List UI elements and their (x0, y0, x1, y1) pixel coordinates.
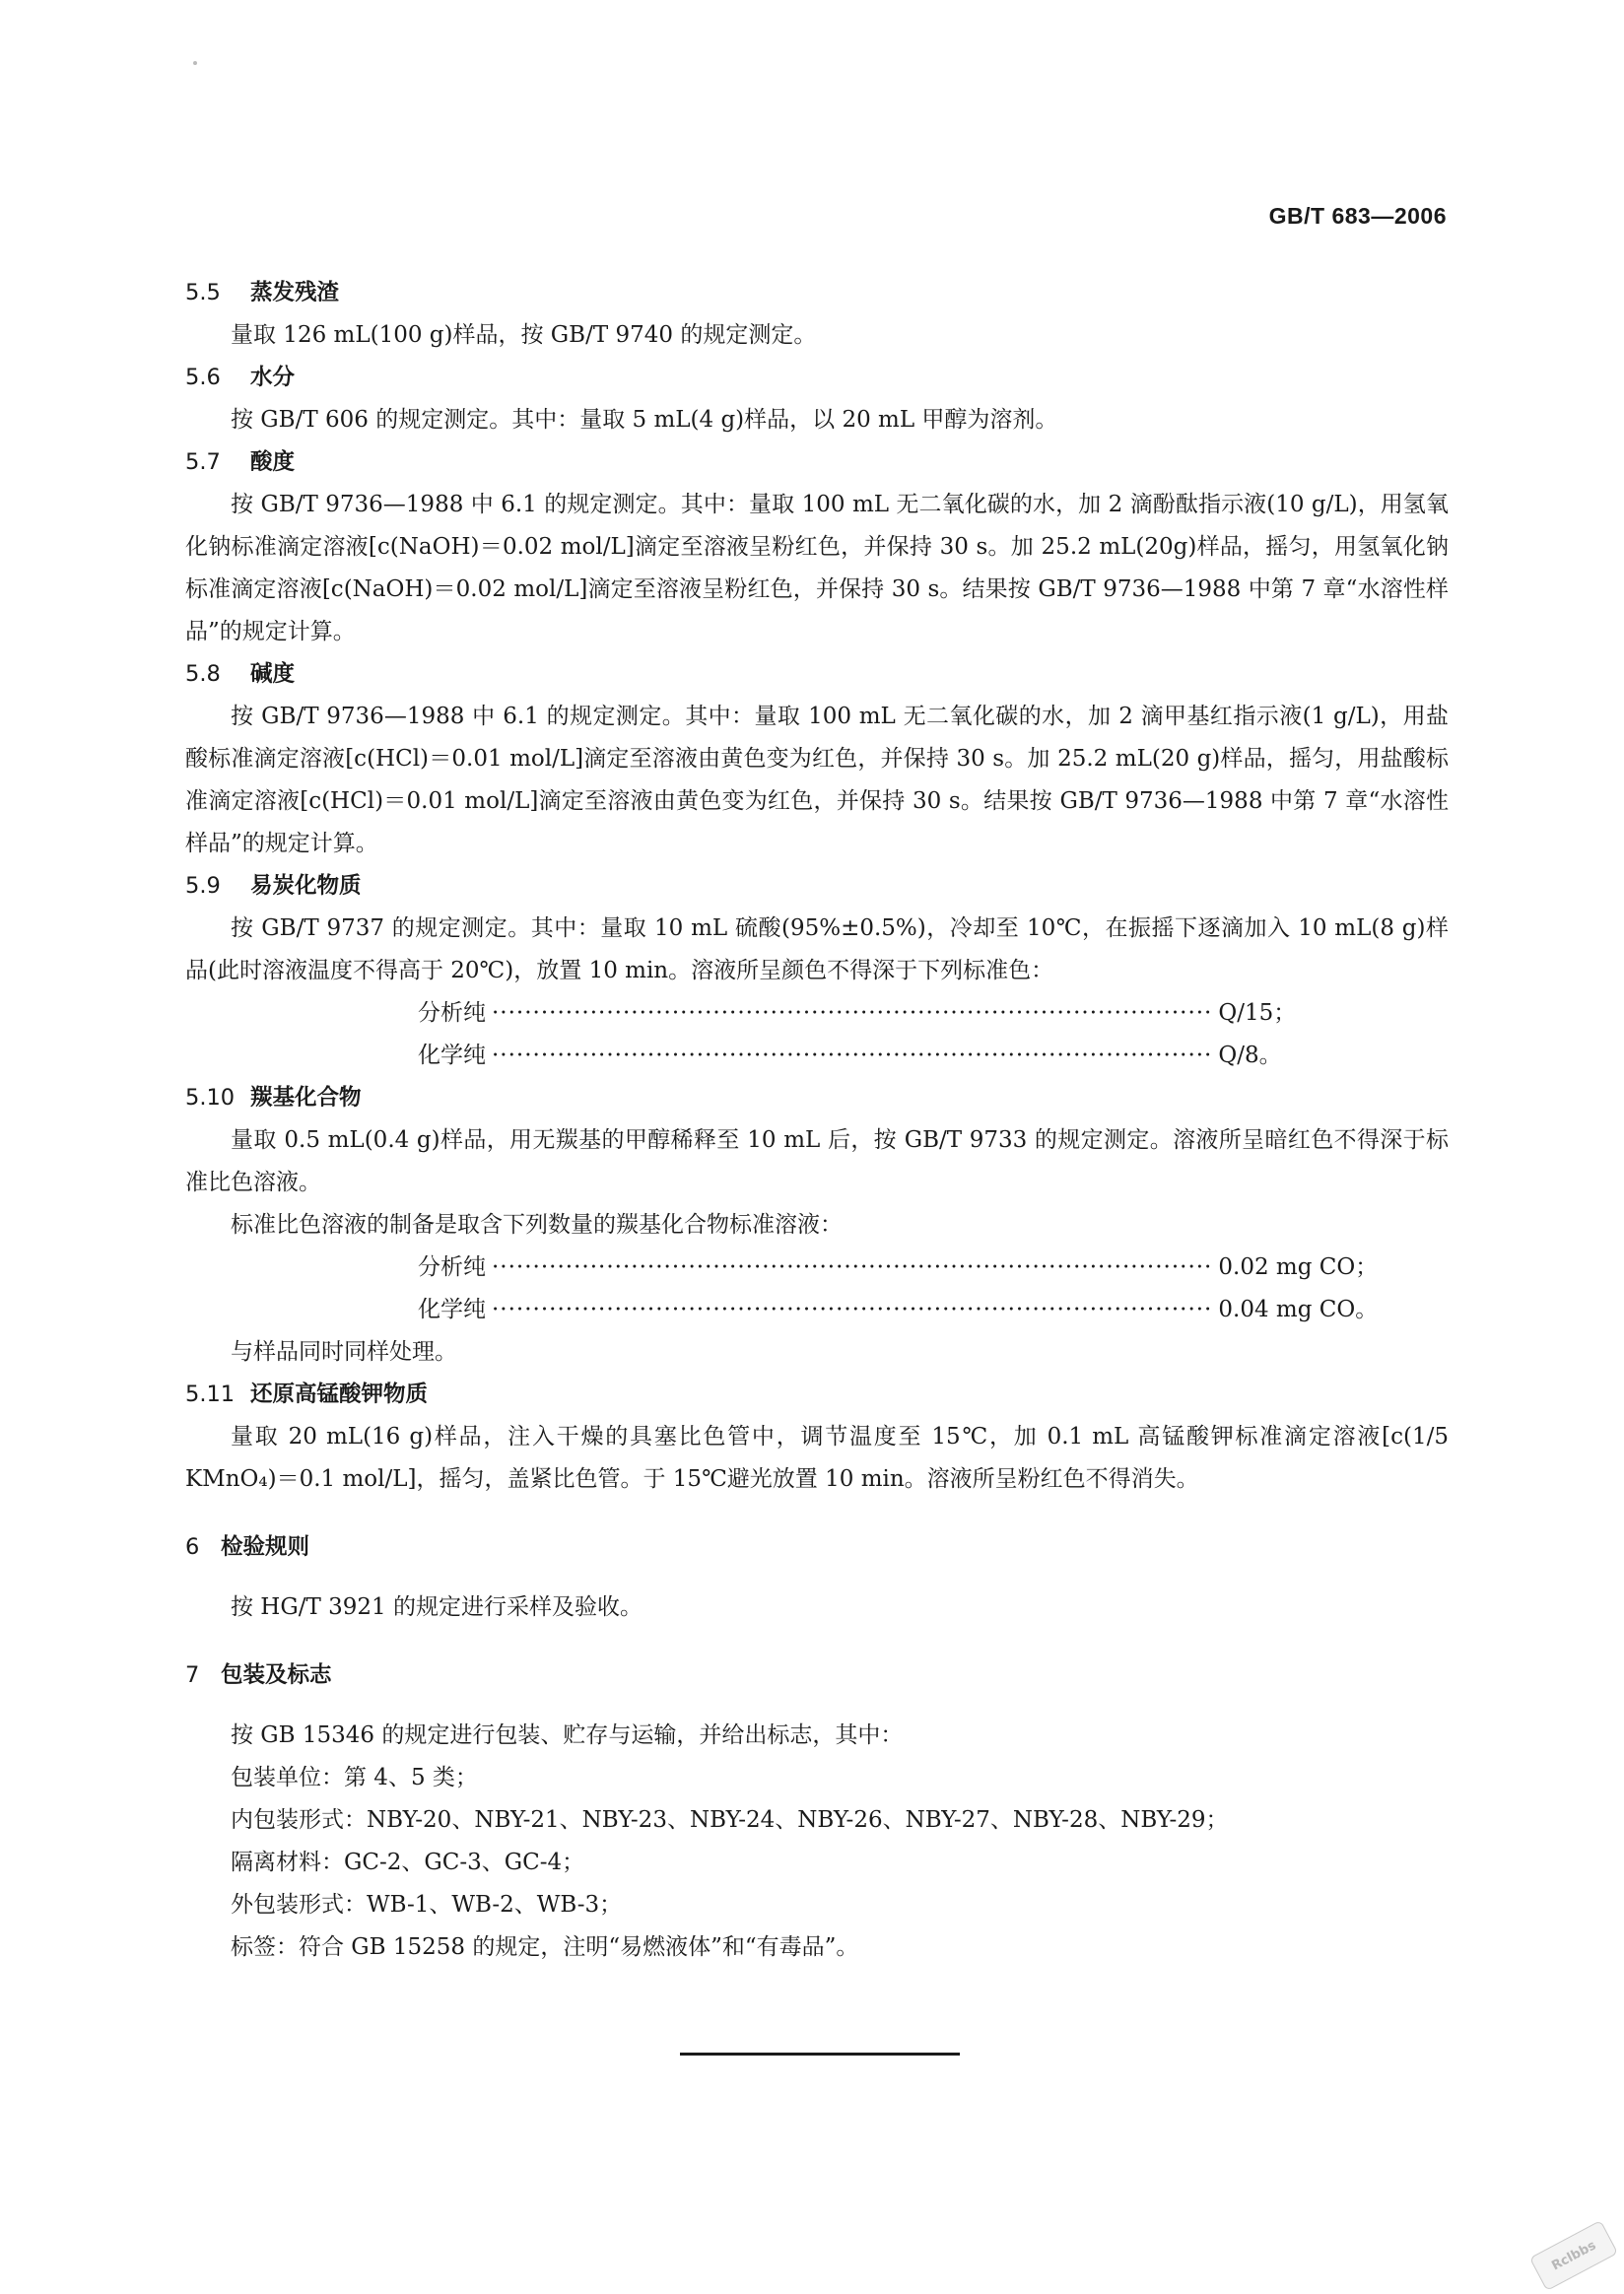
section-heading: 5.8 碱度 (185, 661, 296, 687)
chapter-line: 标签：符合 GB 15258 的规定，注明“易燃液体”和“有毒品”。 (231, 1934, 859, 1960)
section-heading: 5.6 水分 (185, 365, 296, 390)
section-paragraph: 标准比色溶液的制备是取含下列数量的羰基化合物标准溶液： (231, 1212, 843, 1238)
section-paragraph: 按 GB/T 606 的规定测定。其中：量取 5 mL(4 g)样品，以 20 mL 甲醇为溶剂。 (231, 407, 1058, 433)
section-paragraph: 量取 20 mL(16 g)样品，注入干燥的具塞比色管中，调节温度至 15℃，加 0.1 mL 高锰酸钾标准滴定溶液[c(1/5 KMnO₄)＝0.1 mol/L]，摇匀，盖紧比色管。于 15℃避光放置 10 min。溶液所呈粉红色不得消失。 (185, 1424, 1449, 1492)
grade-value: 0.04 mg CO。 (1218, 1297, 1379, 1322)
grade-row (418, 1247, 1379, 1289)
section-heading: 5.9 易炭化物质 (185, 873, 362, 899)
section-heading: 5.7 酸度 (185, 449, 296, 475)
grade-value: Q/15； (1218, 1000, 1297, 1026)
section-paragraph: 量取 126 mL(100 g)样品，按 GB/T 9740 的规定测定。 (231, 322, 817, 348)
section-heading: 5.10 羰基化合物 (185, 1085, 362, 1111)
grade-row (418, 992, 1297, 1035)
grade-value: Q/8。 (1218, 1043, 1282, 1068)
chapter-line: 隔离材料：GC-2、GC-3、GC-4； (231, 1850, 585, 1875)
dot-leader: ························································································ (492, 1000, 1213, 1026)
grade-row (418, 1289, 1379, 1331)
chapter-line: 按 GB 15346 的规定进行包装、贮存与运输，并给出标志，其中： (231, 1722, 904, 1748)
section-heading: 5.5 蒸发残渣 (185, 280, 340, 305)
grade-row (418, 1035, 1282, 1077)
chapter-paragraph: 按 HG/T 3921 的规定进行采样及验收。 (231, 1594, 643, 1620)
scan-speck (193, 61, 197, 65)
document-code: GB/T 683—2006 (1268, 203, 1447, 229)
chapter-heading: 7 包装及标志 (185, 1662, 332, 1688)
dot-leader: ························································································ (492, 1043, 1213, 1068)
chapter-line: 内包装形式：NBY-20、NBY-21、NBY-23、NBY-24、NBY-26、NBY-27、NBY-28、NBY-29； (231, 1807, 1229, 1833)
grade-label: 化学纯 (418, 1297, 486, 1322)
dot-leader: ························································································ (492, 1254, 1213, 1280)
section-paragraph: 按 GB/T 9736—1988 中 6.1 的规定测定。其中：量取 100 mL 无二氧化碳的水，加 2 滴酚酞指示液(10 g/L)，用氢氧化钠标准滴定溶液[c(NaOH)＝0.02 mol/L]滴定至溶液呈粉红色，并保持 30 s。加 25.2 mL(20g)样品，摇匀，用氢氧化钠标准滴定溶液[c(NaOH)＝0.02 mol/L]滴定至溶液呈粉红色，并保持 30 s。结果按 GB/T 9736—1988 中第 7 章“水溶性样品”的规定计算。 (185, 492, 1449, 644)
chapter-line: 外包装形式：WB-1、WB-2、WB-3； (231, 1892, 623, 1918)
section-paragraph: 按 GB/T 9737 的规定测定。其中：量取 10 mL 硫酸(95%±0.5%)，冷却至 10℃，在振摇下逐滴加入 10 mL(8 g)样品(此时溶液温度不得高于 20℃)，放置 10 min。溶液所呈颜色不得深于下列标准色： (185, 915, 1449, 983)
section-paragraph: 按 GB/T 9736—1988 中 6.1 的规定测定。其中：量取 100 mL 无二氧化碳的水，加 2 滴甲基红指示液(1 g/L)，用盐酸标准滴定溶液[c(HCl)＝0.01 mol/L]滴定至溶液由黄色变为红色，并保持 30 s。加 25.2 mL(20 g)样品，摇匀，用盐酸标准滴定溶液[c(HCl)＝0.01 mol/L]滴定至溶液由黄色变为红色，并保持 30 s。结果按 GB/T 9736—1988 中第 7 章“水溶性样品”的规定计算。 (185, 704, 1449, 856)
document-body (185, 272, 1449, 1969)
section-paragraph: 量取 0.5 mL(0.4 g)样品，用无羰基的甲醇稀释至 10 mL 后，按 GB/T 9733 的规定测定。溶液所呈暗红色不得深于标准比色溶液。 (185, 1127, 1449, 1195)
chapter-line: 包装单位：第 4、5 类； (231, 1765, 478, 1790)
dot-leader: ························································································ (492, 1297, 1213, 1322)
grade-value: 0.02 mg CO； (1218, 1254, 1379, 1280)
chapter-heading: 6 检验规则 (185, 1534, 310, 1560)
grade-label: 分析纯 (418, 1254, 486, 1280)
grade-label: 化学纯 (418, 1043, 486, 1068)
grade-label: 分析纯 (418, 1000, 486, 1026)
section-heading: 5.11 还原高锰酸钾物质 (185, 1382, 429, 1407)
section-paragraph: 与样品同时同样处理。 (231, 1339, 457, 1365)
end-of-document-rule (680, 2053, 960, 2056)
watermark-stamp: Rclbbs (1529, 2220, 1618, 2291)
